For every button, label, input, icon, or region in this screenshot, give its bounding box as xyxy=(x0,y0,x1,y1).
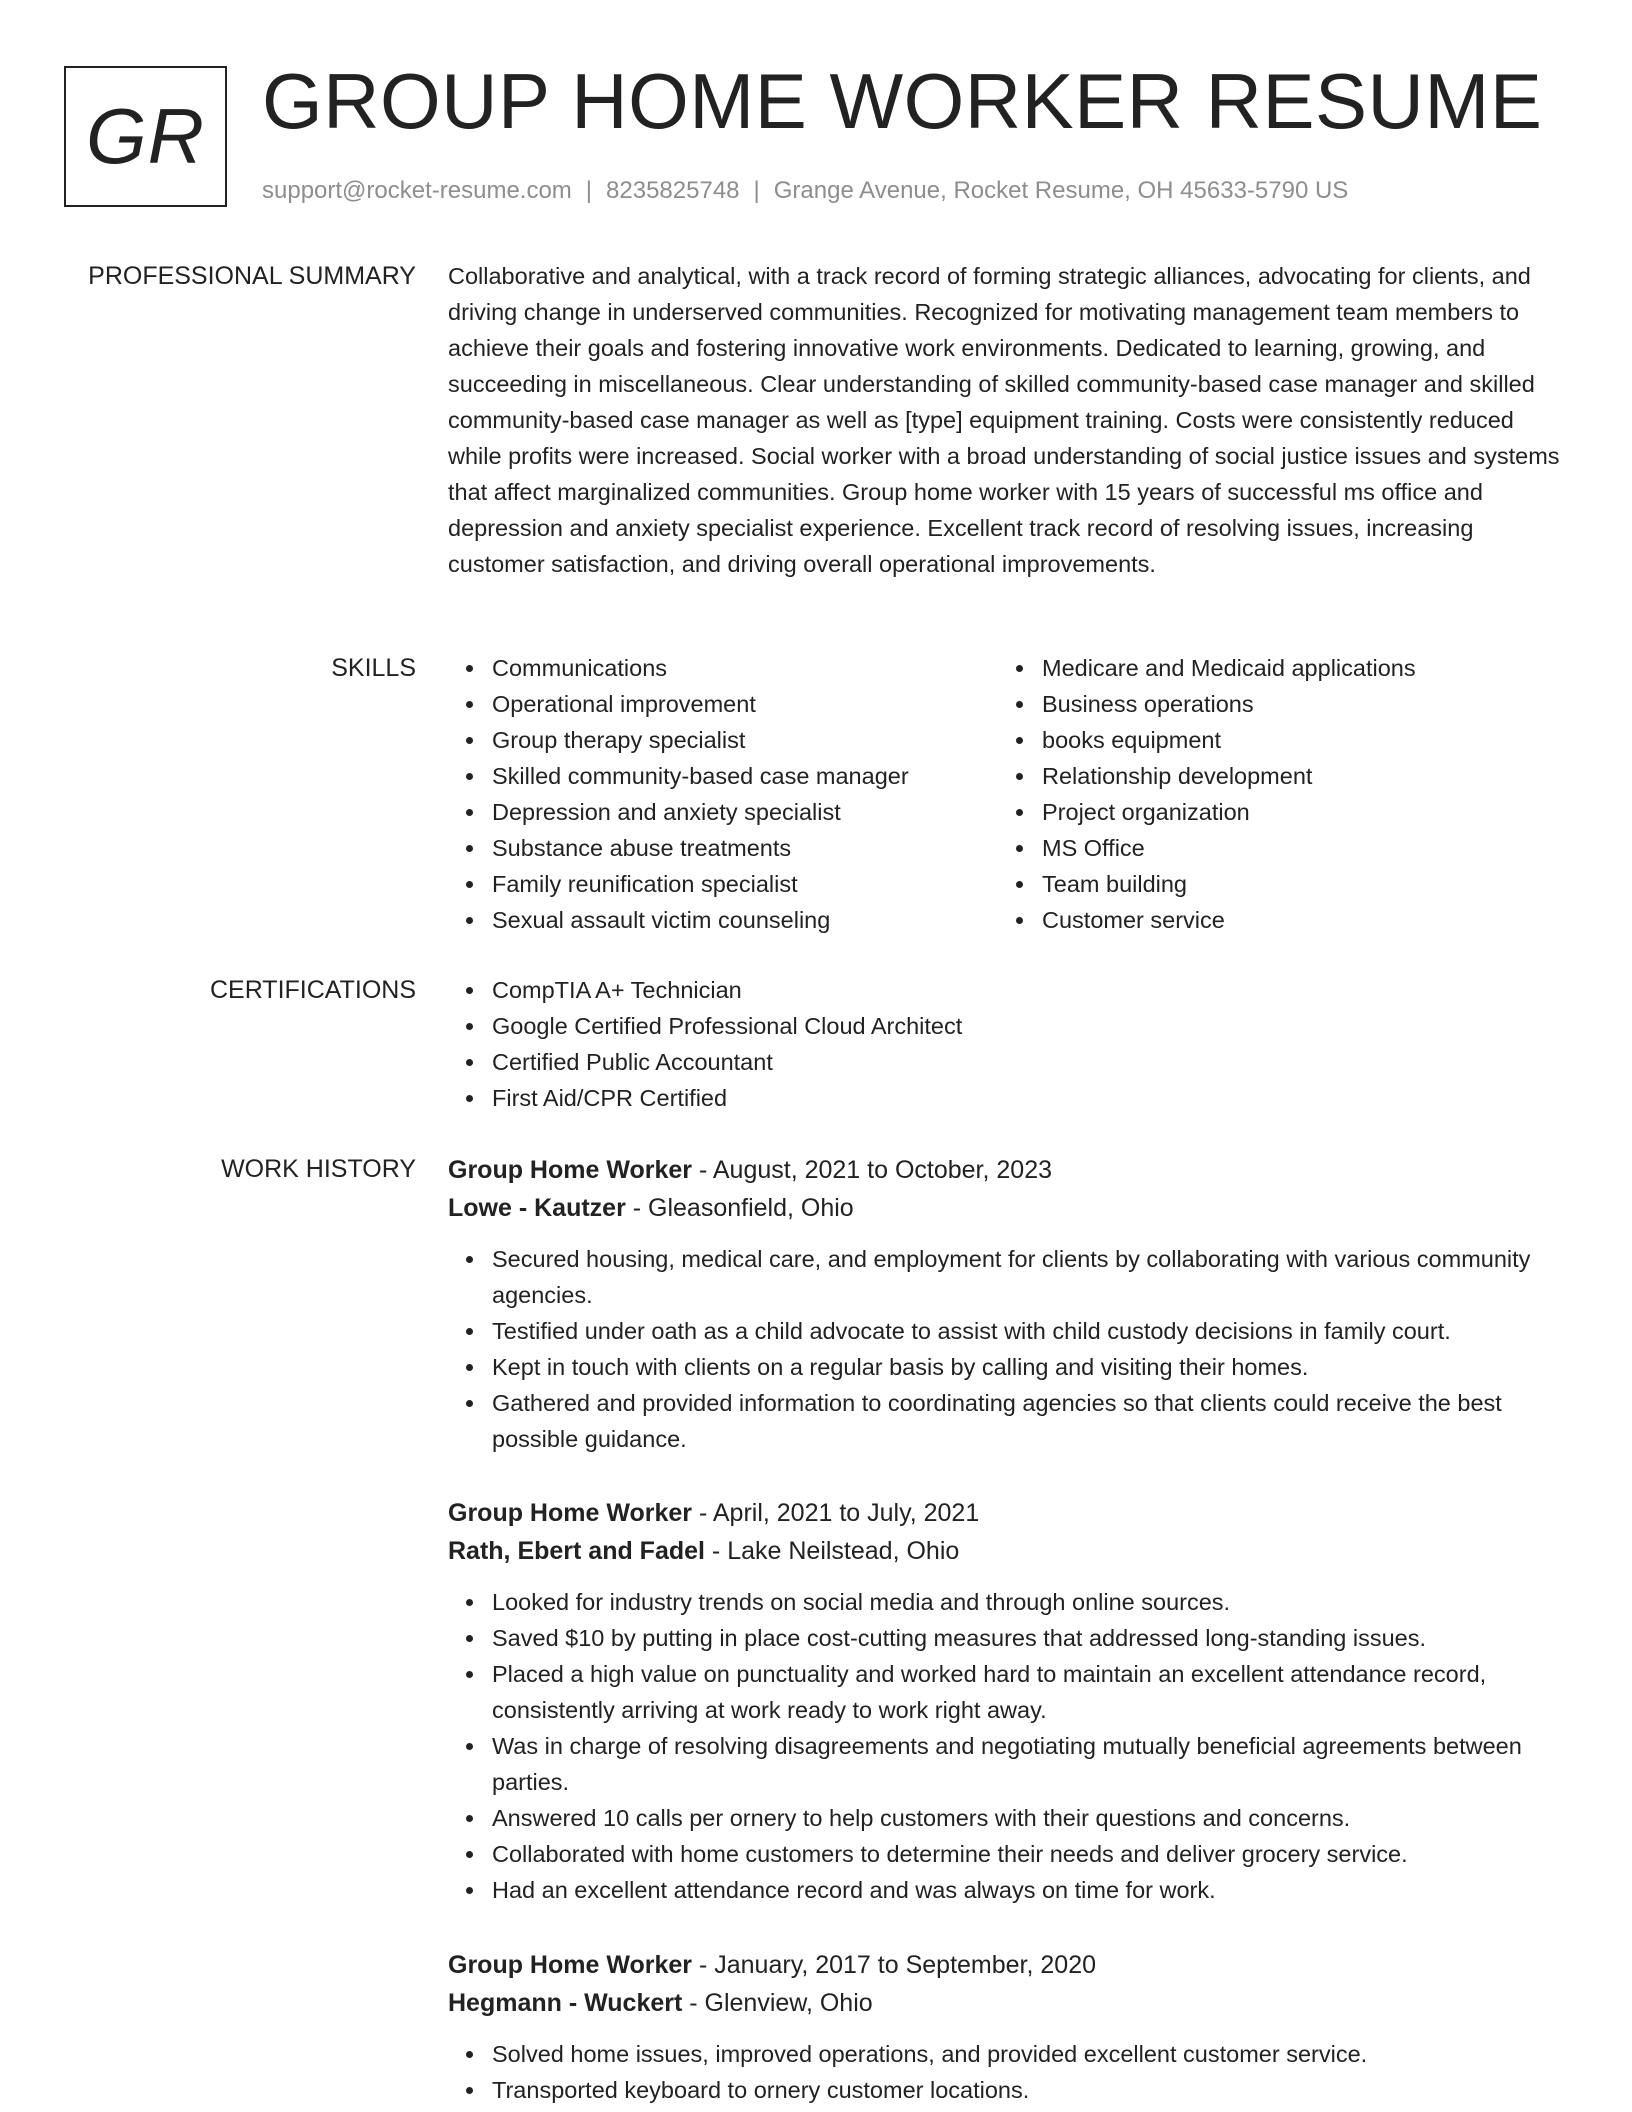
skill-item: Substance abuse treatments xyxy=(492,830,998,866)
job-bullet: Looked for industry trends on social media and through online sources. xyxy=(492,1584,1568,1620)
contact-address: Grange Avenue, Rocket Resume, OH 45633-5790 US xyxy=(773,177,1349,204)
job-bullet: Transported keyboard to ornery customer locations. xyxy=(492,2072,1568,2108)
skill-item: Medicare and Medicaid applications xyxy=(1042,650,1548,686)
skill-item: Group therapy specialist xyxy=(492,722,998,758)
skill-item: Family reunification specialist xyxy=(492,866,998,902)
certification-item: Google Certified Professional Cloud Architect xyxy=(492,1008,1568,1044)
job-company: Hegmann - Wuckert xyxy=(448,1989,683,2017)
skill-item: Communications xyxy=(492,650,998,686)
skills-list-left xyxy=(448,650,998,938)
job-location: - Gleasonfield, Ohio xyxy=(625,1194,854,1222)
summary-heading: PROFESSIONAL SUMMARY xyxy=(88,262,416,290)
job-company-line xyxy=(448,1984,1568,2022)
job-company-line xyxy=(448,1189,1568,1227)
job-company-line xyxy=(448,1532,1568,1570)
summary-text: Collaborative and analytical, with a track record of forming strategic alliances, advocating for clients, and driving change in underserved communities. Recognized for motivating management team members to achieve their goals and fostering innovative work environments. Dedicated to learning, growing, and succeeding in miscellaneous. Clear understanding of skilled community-based case manager and skilled community-based case manager as well as [type] equipment training. Costs were consistently reduced while profits were increased. Social worker with a broad understanding of social justice issues and systems that affect marginalized communities. Group home worker with 15 years of successful ms office and depression and anxiety specialist experience. Excellent track record of resolving issues, increasing customer satisfaction, and driving overall operational improvements. xyxy=(448,263,1560,577)
skills-list-right xyxy=(998,650,1548,938)
job-entry xyxy=(448,1494,1568,1908)
job-bullet: Solved home issues, improved operations, and provided excellent customer service. xyxy=(492,2036,1568,2072)
job-bullets xyxy=(448,1241,1568,1457)
skills-columns xyxy=(448,650,1568,938)
job-dates: - August, 2021 to October, 2023 xyxy=(692,1156,1053,1184)
job-bullet: Saved $10 by putting in place cost-cutting measures that addressed long-standing issues. xyxy=(492,1620,1568,1656)
job-bullet: Had an excellent attendance record and was always on time for work. xyxy=(492,1872,1568,1908)
job-bullet: Testified under oath as a child advocate to assist with child custody decisions in family court. xyxy=(492,1313,1568,1349)
job-bullet: Secured housing, medical care, and employment for clients by collaborating with various community agencies. xyxy=(492,1241,1568,1313)
skill-item: Operational improvement xyxy=(492,686,998,722)
skill-item: Project organization xyxy=(1042,794,1548,830)
work-history-heading: WORK HISTORY xyxy=(221,1155,416,1183)
job-bullet: Answered 10 calls per ornery to help customers with their questions and concerns. xyxy=(492,1800,1568,1836)
skill-item: Customer service xyxy=(1042,902,1548,938)
certification-item: Certified Public Accountant xyxy=(492,1044,1568,1080)
job-title: Group Home Worker xyxy=(448,1499,693,1527)
skill-item: MS Office xyxy=(1042,830,1548,866)
skill-item: Depression and anxiety specialist xyxy=(492,794,998,830)
job-bullets xyxy=(448,2036,1568,2108)
job-entry xyxy=(448,1946,1568,2108)
certification-item: First Aid/CPR Certified xyxy=(492,1080,1568,1116)
contact-line xyxy=(262,176,1348,206)
job-company: Lowe - Kautzer xyxy=(448,1194,626,1222)
job-title: Group Home Worker xyxy=(448,1951,693,1979)
job-bullet: Collaborated with home customers to determine their needs and deliver grocery service. xyxy=(492,1836,1568,1872)
job-title-line xyxy=(448,1151,1568,1189)
certifications-heading: CERTIFICATIONS xyxy=(209,976,416,1004)
job-dates: - January, 2017 to September, 2020 xyxy=(692,1951,1096,1979)
job-bullets xyxy=(448,1584,1568,1908)
monogram-logo: GR xyxy=(64,66,227,207)
contact-separator: | xyxy=(585,177,593,204)
job-bullet: Kept in touch with clients on a regular basis by calling and visiting their homes. xyxy=(492,1349,1568,1385)
job-bullet: Placed a high value on punctuality and worked hard to maintain an excellent attendance record, consistently arriving at work ready to work right away. xyxy=(492,1656,1568,1728)
job-bullet: Was in charge of resolving disagreements and negotiating mutually beneficial agreements between parties. xyxy=(492,1728,1568,1800)
skill-item: books equipment xyxy=(1042,722,1548,758)
job-title-line xyxy=(448,1494,1568,1532)
skills-heading: SKILLS xyxy=(331,654,416,682)
contact-separator: | xyxy=(753,177,760,204)
job-title-line xyxy=(448,1946,1568,1984)
resume-title: GROUP HOME WORKER RESUME xyxy=(262,57,1543,145)
skill-item: Skilled community-based case manager xyxy=(492,758,998,794)
certification-item: CompTIA A+ Technician xyxy=(492,972,1568,1008)
certifications-body xyxy=(448,972,1568,1116)
skill-item: Business operations xyxy=(1042,686,1548,722)
job-title: Group Home Worker xyxy=(448,1156,693,1184)
skill-item: Relationship development xyxy=(1042,758,1548,794)
job-bullet: Gathered and provided information to coordinating agencies so that clients could receive the best possible guidance. xyxy=(492,1385,1568,1457)
job-entry xyxy=(448,1151,1568,1457)
contact-phone[interactable]: 8235825748 xyxy=(606,177,740,204)
skill-item: Sexual assault victim counseling xyxy=(492,902,998,938)
job-location: - Glenview, Ohio xyxy=(682,1989,873,2017)
job-dates: - April, 2021 to July, 2021 xyxy=(692,1499,980,1527)
skill-item: Team building xyxy=(1042,866,1548,902)
contact-email[interactable]: support@rocket-resume.com xyxy=(262,177,572,204)
certifications-list xyxy=(448,972,1568,1116)
job-company: Rath, Ebert and Fadel xyxy=(448,1537,705,1565)
job-location: - Lake Neilstead, Ohio xyxy=(704,1537,960,1565)
